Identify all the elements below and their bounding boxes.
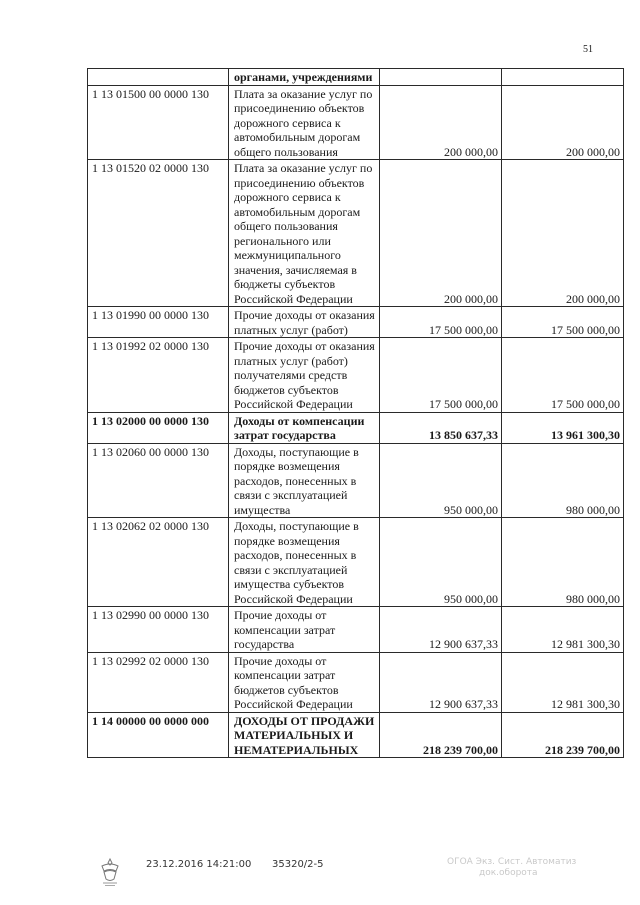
income-code: 1 13 02992 02 0000 130 [88,652,229,712]
amount-2017: 13 850 637,33 [380,412,502,443]
amount-2018: 17 500 000,00 [502,338,624,413]
income-code: 1 13 01520 02 0000 130 [88,160,229,307]
income-code [88,69,229,86]
document-id: 35320/2-5 [272,859,324,870]
table-row [88,652,624,712]
amount-2017: 950 000,00 [380,518,502,607]
amount-2017: 17 500 000,00 [380,338,502,413]
amount-2018: 12 981 300,30 [502,607,624,653]
table-row [88,443,624,518]
registry-watermark [447,857,576,879]
amount-2018: 218 239 700,00 [502,712,624,758]
income-name: Прочие доходы от компенсации затрат бюджетов субъектов Российской Федерации [229,652,380,712]
income-code: 1 13 02000 00 0000 130 [88,412,229,443]
income-name: Доходы от компенсации затрат государства [229,412,380,443]
amount-2017 [380,69,502,86]
amount-2018: 17 500 000,00 [502,307,624,338]
amount-2017: 200 000,00 [380,85,502,160]
table-row [88,338,624,413]
amount-2017: 12 900 637,33 [380,652,502,712]
amount-2018: 200 000,00 [502,85,624,160]
document-footer [0,855,640,895]
income-code: 1 14 00000 00 0000 000 [88,712,229,758]
table-row [88,69,624,86]
table-row [88,518,624,607]
income-name: Доходы, поступающие в порядке возмещения расходов, понесенных в связи с эксплуатацией имущества [229,443,380,518]
income-name: Плата за оказание услуг по присоединению объектов дорожного сервиса к автомобильным дорогам общего пользования [229,85,380,160]
amount-2018 [502,69,624,86]
income-code: 1 13 01992 02 0000 130 [88,338,229,413]
income-name: Прочие доходы от оказания платных услуг (работ) получателями средств бюджетов субъектов Российской Федерации [229,338,380,413]
income-name: органами, учреждениями [229,69,380,86]
page-number: 51 [583,44,593,55]
income-code: 1 13 02060 00 0000 130 [88,443,229,518]
income-code: 1 13 02990 00 0000 130 [88,607,229,653]
amount-2017: 12 900 637,33 [380,607,502,653]
table-row [88,85,624,160]
table-row [88,607,624,653]
watermark-line: ОГОА Экз. Сист. Автоматиз [447,857,577,867]
amount-2017: 950 000,00 [380,443,502,518]
income-code: 1 13 02062 02 0000 130 [88,518,229,607]
income-name: Плата за оказание услуг по присоединению объектов дорожного сервиса к автомобильным дорогам общего пользования регионального или межмуниципального значения, зачисляемая в бюджеты субъектов Российской Федерации [229,160,380,307]
emblem-icon [97,857,123,887]
amount-2018: 200 000,00 [502,160,624,307]
income-code: 1 13 01500 00 0000 130 [88,85,229,160]
amount-2017: 200 000,00 [380,160,502,307]
table-row [88,412,624,443]
signature-timestamp: 23.12.2016 14:21:00 [146,859,252,870]
table-row [88,160,624,307]
income-table [87,68,624,758]
income-name: Доходы, поступающие в порядке возмещения расходов, понесенных в связи с эксплуатацией имущества субъектов Российской Федерации [229,518,380,607]
income-name: Прочие доходы от компенсации затрат государства [229,607,380,653]
income-code: 1 13 01990 00 0000 130 [88,307,229,338]
amount-2017: 218 239 700,00 [380,712,502,758]
income-name: Прочие доходы от оказания платных услуг (работ) [229,307,380,338]
income-name: ДОХОДЫ ОТ ПРОДАЖИ МАТЕРИАЛЬНЫХ И НЕМАТЕРИАЛЬНЫХ [229,712,380,758]
amount-2018: 13 961 300,30 [502,412,624,443]
amount-2018: 980 000,00 [502,518,624,607]
amount-2018: 980 000,00 [502,443,624,518]
amount-2017: 17 500 000,00 [380,307,502,338]
watermark-line: док.оборота [479,868,538,878]
table-row [88,307,624,338]
table-row [88,712,624,758]
amount-2018: 12 981 300,30 [502,652,624,712]
